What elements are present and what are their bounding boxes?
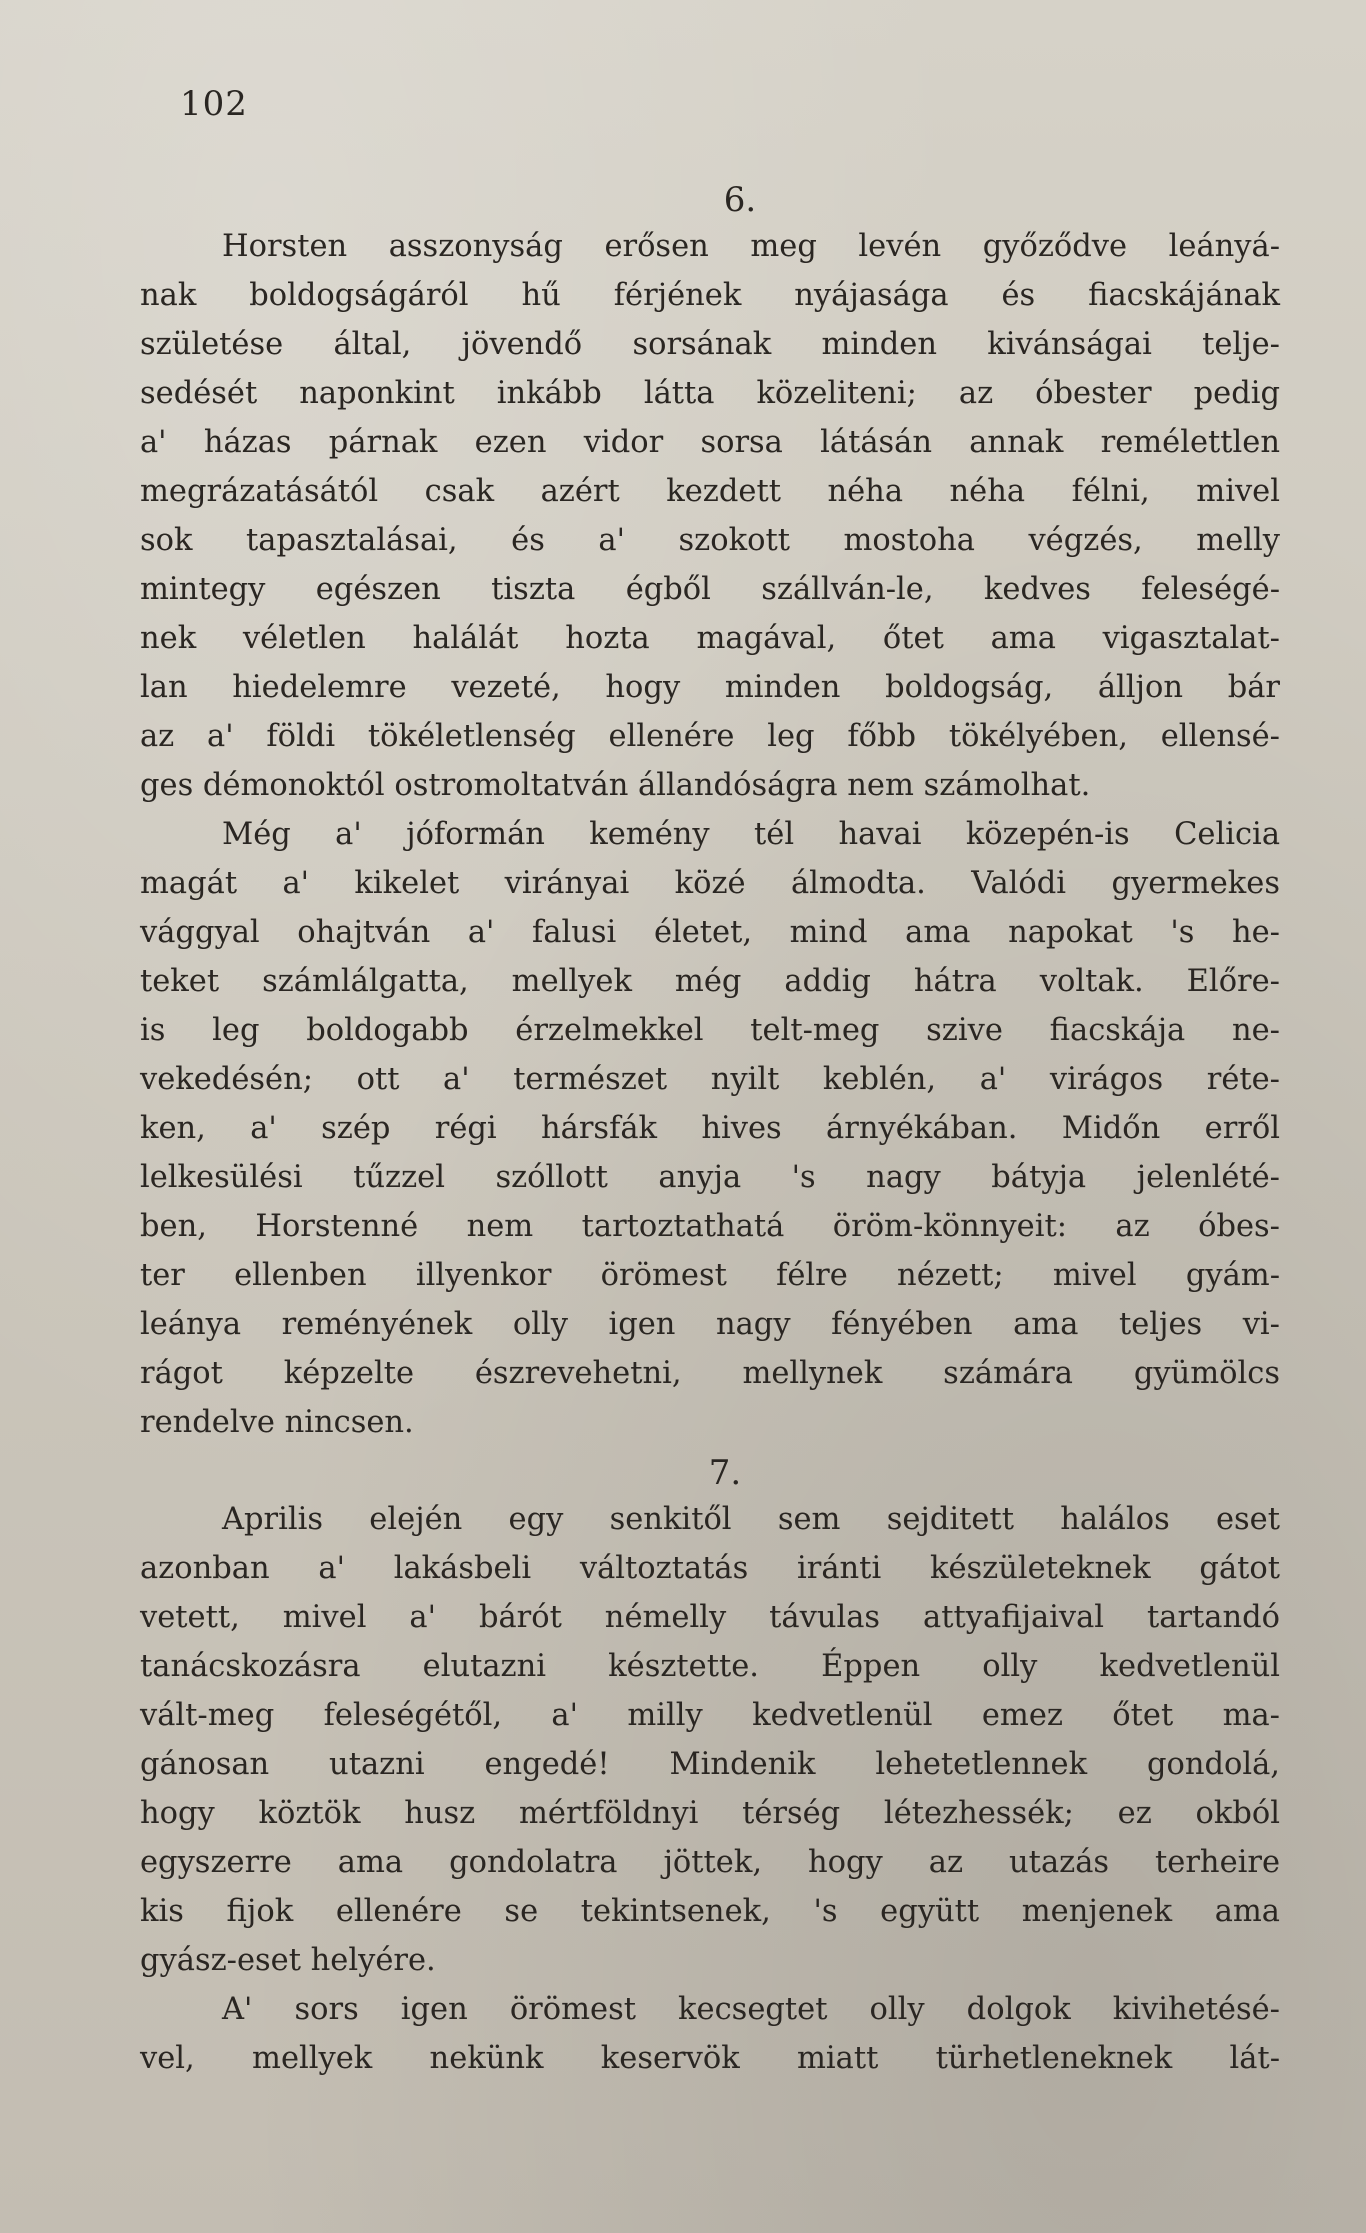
- text-line: kis fijok ellenére se tekintsenek, 's együtt menjenek ama: [140, 1894, 1280, 1929]
- paragraph: [140, 1985, 1280, 2083]
- text-line: Aprilis elején egy senkitől sem sejditett halálos eset: [222, 1502, 1280, 1537]
- text-line: megrázatásától csak azért kezdett néha néha félni, mivel: [140, 474, 1280, 509]
- text-line: magát a' kikelet virányai közé álmodta. Valódi gyermekes: [140, 866, 1280, 901]
- text-line: vetett, mivel a' bárót némelly távulas attyafijaival tartandó: [140, 1600, 1280, 1635]
- body-text: [140, 178, 1280, 2083]
- text-line: ben, Horstenné nem tartoztathatá öröm-könnyeit: az óbes-: [140, 1209, 1280, 1244]
- text-line: is leg boldogabb érzelmekkel telt-meg szive fiacskája ne-: [140, 1013, 1280, 1048]
- text-line: leánya reményének olly igen nagy fényében ama teljes vi-: [140, 1307, 1280, 1342]
- text-line: ges démonoktól ostromoltatván állandóságra nem számolhat.: [140, 768, 1091, 803]
- text-line: rendelve nincsen.: [140, 1405, 414, 1440]
- text-line: mintegy egészen tiszta égből szállván-le, kedves feleségé-: [140, 572, 1280, 607]
- text-line: teket számlálgatta, mellyek még addig hátra voltak. Előre-: [140, 964, 1280, 999]
- paragraph: [140, 1495, 1280, 1985]
- text-line: rágot képzelte észrevehetni, mellynek számára gyümölcs: [140, 1356, 1280, 1391]
- text-line: tanácskozásra elutazni késztette. Éppen olly kedvetlenül: [140, 1649, 1280, 1684]
- text-line: vekedésén; ott a' természet nyilt keblén, a' virágos réte-: [140, 1062, 1280, 1097]
- text-line: A' sors igen örömest kecsegtet olly dolgok kivihetésé-: [222, 1992, 1280, 2027]
- section-number: 7.: [708, 1453, 742, 1493]
- text-line: Horsten asszonyság erősen meg levén győződve leányá-: [222, 229, 1280, 264]
- text-line: nak boldogságáról hű férjének nyájasága és fiacskájának: [140, 278, 1280, 313]
- text-line: lan hiedelemre vezeté, hogy minden boldogság, álljon bár: [140, 670, 1280, 705]
- text-line: nek véletlen halálát hozta magával, őtet ama vigasztalat-: [140, 621, 1280, 656]
- text-line: ter ellenben illyenkor örömest félre nézett; mivel gyám-: [140, 1258, 1280, 1293]
- text-line: vált-meg feleségétől, a' milly kedvetlenül emez őtet ma-: [140, 1698, 1280, 1733]
- text-line: vággyal ohajtván a' falusi életet, mind ama napokat 's he-: [140, 915, 1280, 950]
- text-line: születése által, jövendő sorsának minden kivánságai telje-: [140, 327, 1280, 362]
- text-line: Még a' jóformán kemény tél havai közepén-is Celicia: [222, 817, 1280, 852]
- text-line: azonban a' lakásbeli változtatás iránti készületeknek gátot: [140, 1551, 1280, 1586]
- text-line: az a' földi tökéletlenség ellenére leg főbb tökélyében, ellensé-: [140, 719, 1280, 754]
- text-line: egyszerre ama gondolatra jöttek, hogy az utazás terheire: [140, 1845, 1280, 1880]
- paragraph: [140, 810, 1280, 1447]
- text-line: lelkesülési tűzzel szóllott anyja 's nagy bátyja jelenlété-: [140, 1160, 1280, 1195]
- page-number: 102: [180, 84, 248, 124]
- text-line: sedését naponkint inkább látta közeliteni; az óbester pedig: [140, 376, 1280, 411]
- text-line: gánosan utazni engedé! Mindenik lehetetlennek gondolá,: [140, 1747, 1280, 1782]
- paragraph: [140, 222, 1280, 810]
- section-number: 6.: [723, 180, 757, 220]
- text-line: a' házas párnak ezen vidor sorsa látásán annak remélettlen: [140, 425, 1280, 460]
- text-line: vel, mellyek nekünk keservök miatt türhetleneknek lát-: [140, 2041, 1280, 2076]
- text-line: hogy köztök husz mértföldnyi térség létezhessék; ez okból: [140, 1796, 1280, 1831]
- text-line: gyász-eset helyére.: [140, 1943, 436, 1978]
- text-line: sok tapasztalásai, és a' szokott mostoha végzés, melly: [140, 523, 1280, 558]
- text-line: ken, a' szép régi hársfák hives árnyékában. Midőn erről: [140, 1111, 1280, 1146]
